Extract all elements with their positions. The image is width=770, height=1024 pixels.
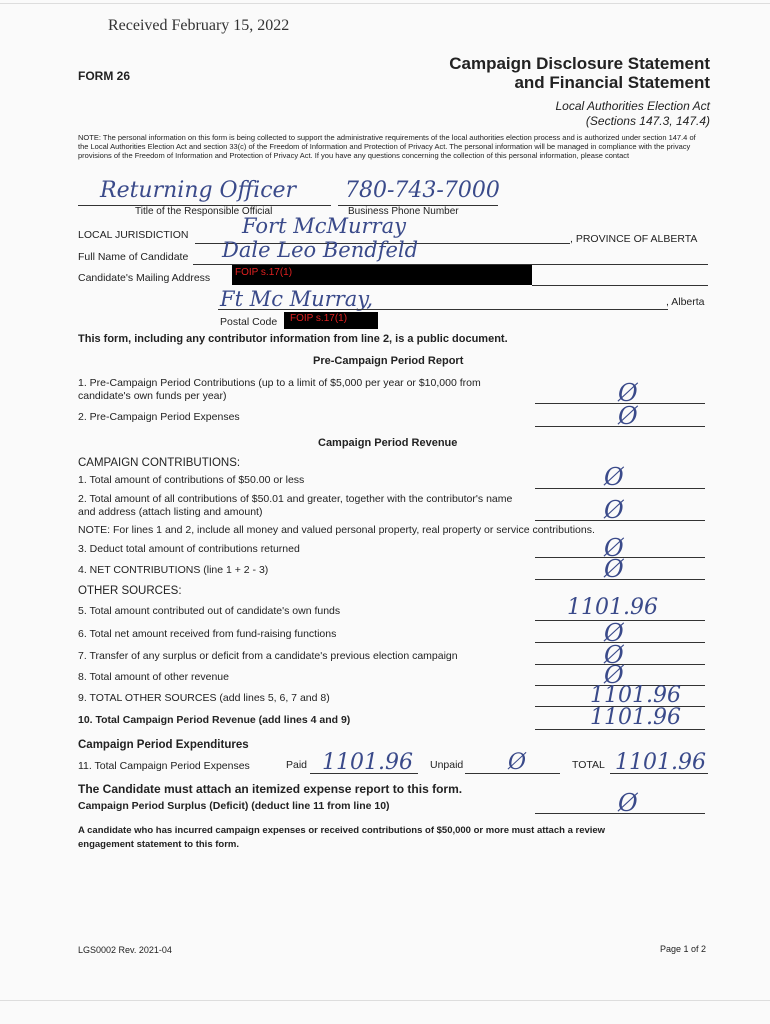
rev-line-7-value: Ø	[604, 641, 624, 669]
paid-underline	[310, 773, 418, 774]
surplus-underline	[535, 813, 705, 814]
postal-foip-label: FOIP s.17(1)	[290, 313, 348, 324]
rev-line-4-value: Ø	[604, 555, 624, 583]
province-label: , PROVINCE OF ALBERTA	[570, 233, 698, 245]
expenditures-heading: Campaign Period Expenditures	[78, 739, 249, 751]
received-stamp: Received February 15, 2022	[108, 17, 290, 34]
pre-campaign-heading: Pre-Campaign Period Report	[313, 355, 464, 367]
rev-line-3: 3. Deduct total amount of contributions returned	[78, 543, 300, 555]
total-label: TOTAL	[572, 759, 605, 771]
pre-line-2-value: Ø	[618, 402, 638, 430]
pre-line-1-value: Ø	[618, 379, 638, 407]
itemized-notice: The Candidate must attach an itemized expense report to this form.	[78, 782, 463, 796]
rev-line-7: 7. Transfer of any surplus or deficit from a candidate's previous election campaign	[78, 650, 458, 662]
rev-line-4: 4. NET CONTRIBUTIONS (line 1 + 2 - 3)	[78, 564, 269, 576]
page-number: Page 1 of 2	[660, 944, 707, 954]
pre-line-1: 1. Pre-Campaign Period Contributions (up to a limit of $5,000 per year or $10,000 from	[78, 377, 481, 389]
rev-line-10-value: 1101.96	[590, 705, 681, 730]
rev-line-2: 2. Total amount of all contributions of $50.01 and greater, together with the contributor's name	[78, 493, 513, 505]
public-document-notice: This form, including any contributor information from line 2, is a public document.	[78, 333, 508, 345]
mailing-address-label: Candidate's Mailing Address	[78, 272, 211, 284]
rev-line-9-value: 1101.96	[590, 683, 681, 708]
jurisdiction-label: LOCAL JURISDICTION	[78, 229, 189, 241]
phone-label: Business Phone Number	[348, 206, 459, 217]
title-line-1: Campaign Disclosure Statement	[449, 54, 710, 73]
jurisdiction-value: Fort McMurray	[242, 214, 406, 238]
pre-line-2-underline	[535, 426, 705, 427]
mailing-province: , Alberta	[666, 296, 705, 308]
mailing-city-line	[218, 309, 668, 310]
scan-edge-top	[0, 3, 770, 4]
rev-line-4-underline	[535, 579, 705, 580]
act-name: Local Authorities Election Act	[555, 99, 710, 113]
paid-value: 1101.96	[322, 750, 413, 775]
rev-line-8: 8. Total amount of other revenue	[78, 671, 229, 683]
rev-line-9: 9. TOTAL OTHER SOURCES (add lines 5, 6, 7 and 8)	[78, 692, 330, 704]
scan-edge-bottom	[0, 1000, 770, 1001]
exp-line-11: 11. Total Campaign Period Expenses	[78, 760, 250, 772]
candidate-name-label: Full Name of Candidate	[78, 251, 189, 263]
mailing-foip-label: FOIP s.17(1)	[235, 267, 293, 278]
official-title-value: Returning Officer	[100, 178, 297, 203]
contributions-heading: CAMPAIGN CONTRIBUTIONS:	[78, 457, 241, 469]
candidate-name-value: Dale Leo Bendfeld	[222, 238, 419, 262]
rev-line-5: 5. Total amount contributed out of candidate's own funds	[78, 605, 341, 617]
form-code: LGS0002 Rev. 2021-04	[78, 945, 172, 955]
rev-line-10-underline	[535, 729, 705, 730]
total-underline	[610, 773, 708, 774]
rev-line-10: 10. Total Campaign Period Revenue (add lines 4 and 9)	[78, 714, 351, 726]
surplus-value: Ø	[618, 789, 638, 817]
rev-line-1-underline	[535, 488, 705, 489]
mailing-address-redaction	[232, 265, 532, 285]
other-sources-heading: OTHER SOURCES:	[78, 585, 182, 597]
mailing-address-line	[532, 285, 708, 286]
review-notice-line-1: A candidate who has incurred campaign expenses or received contributions of $50,000 or more must attach a review	[78, 825, 606, 836]
rev-line-3-value: Ø	[604, 534, 624, 562]
official-title-label: Title of the Responsible Official	[135, 206, 273, 217]
rev-note: NOTE: For lines 1 and 2, include all money and valued personal property, real property or service contributions.	[78, 524, 595, 536]
rev-line-8-value: Ø	[604, 661, 624, 689]
privacy-note: NOTE: The personal information on this form is being collected to support the administrative requirements of the local authorities election process and is authorized under section 147.4 of the Local Authorities Election Act and section 33(c) of the Freedom of Information and Protection of Privacy Act. The personal information will be managed in compliance with the privacy provisions of the Freedom of Information and Protection of Privacy Act. If you have any questions concerning the collection of this personal information, please contact	[78, 133, 696, 160]
rev-line-5-value: 1101.96	[567, 595, 658, 620]
rev-line-1: 1. Total amount of contributions of $50.00 or less	[78, 474, 305, 486]
unpaid-underline	[465, 773, 560, 774]
mailing-city-value: Ft Mc Murray,	[220, 287, 373, 311]
postal-code-redaction	[284, 312, 378, 329]
total-value: 1101.96	[615, 750, 706, 775]
pre-line-1b: candidate's own funds per year)	[78, 390, 227, 402]
rev-line-1-value: Ø	[604, 463, 624, 491]
unpaid-value: Ø	[508, 750, 527, 775]
pre-line-2: 2. Pre-Campaign Period Expenses	[78, 411, 240, 423]
unpaid-label: Unpaid	[430, 759, 464, 771]
rev-line-2-underline	[535, 520, 705, 521]
revenue-heading: Campaign Period Revenue	[318, 437, 458, 449]
paid-label: Paid	[286, 759, 308, 771]
postal-code-label: Postal Code	[220, 316, 278, 328]
surplus-label: Campaign Period Surplus (Deficit) (deduct line 11 from line 10)	[78, 800, 390, 812]
rev-line-2b: and address (attach listing and amount)	[78, 506, 263, 518]
review-notice-line-2: engagement statement to this form.	[78, 839, 239, 850]
act-sections: (Sections 147.3, 147.4)	[585, 114, 710, 128]
form-number: FORM 26	[78, 69, 131, 83]
title-line-2: and Financial Statement	[514, 73, 710, 92]
rev-line-2-value: Ø	[604, 496, 624, 524]
rev-line-6-value: Ø	[604, 619, 624, 647]
phone-value: 780-743-7000	[345, 178, 500, 203]
rev-line-6: 6. Total net amount received from fund-raising functions	[78, 628, 337, 640]
